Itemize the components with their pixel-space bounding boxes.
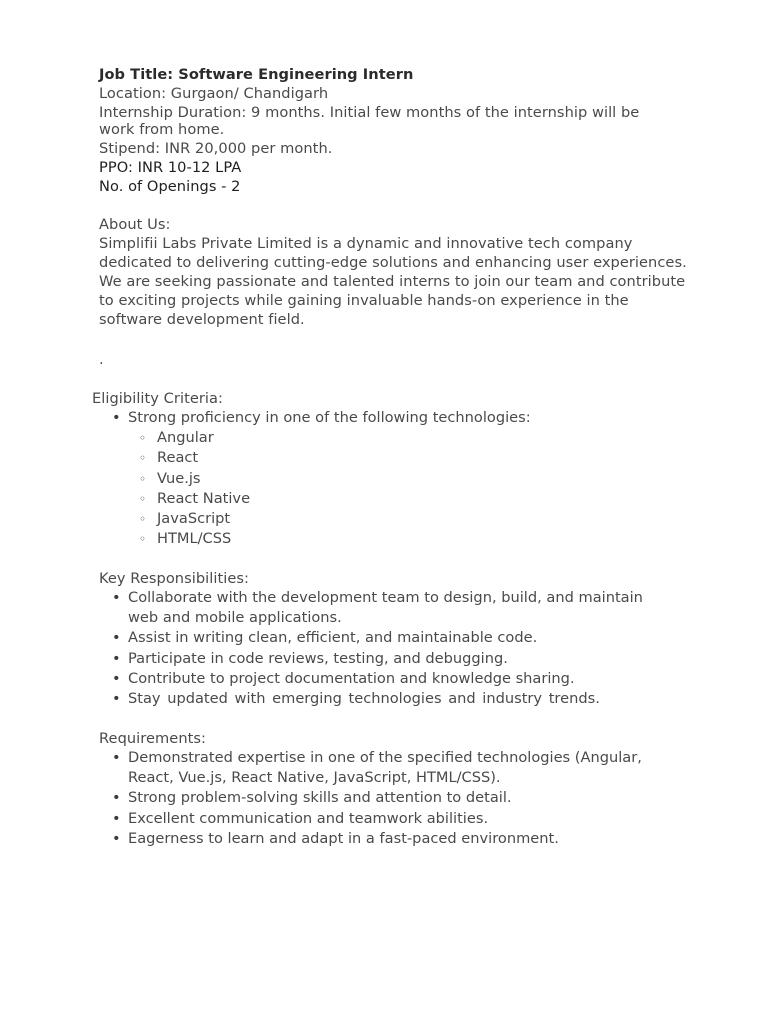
list-item	[0, 788, 642, 808]
technology-item: ◦ JavaScript	[0, 509, 250, 529]
list-item	[0, 748, 642, 788]
ppo-line: PPO: INR 10-12 LPA	[99, 159, 242, 176]
requirements-list	[0, 748, 642, 849]
technology-item: ◦ Angular	[0, 428, 250, 448]
list-item-line: • Collaborate with the development team to design, build, and maintain	[128, 589, 643, 606]
list-item-line: • Assist in writing clean, efficient, and maintainable code.	[128, 629, 538, 647]
list-item-line: web and mobile applications.	[128, 609, 342, 627]
list-item	[0, 588, 643, 628]
job-title: Job Title: Software Engineering Intern	[99, 66, 414, 83]
list-item	[0, 669, 643, 689]
duration-line-2: work from home.	[99, 121, 225, 138]
location-line: Location: Gurgaon/ Chandigarh	[99, 85, 329, 102]
responsibilities-heading: Key Responsibilities:	[99, 570, 250, 587]
about-line: to exciting projects while gaining invaluable hands-on experience in the	[99, 292, 629, 309]
list-item-line: • Stay updated with emerging technologies and industry trends.	[128, 690, 600, 708]
technology-item: ◦ React Native	[0, 489, 250, 509]
separator-dot: .	[99, 351, 104, 368]
duration-line-1: Internship Duration: 9 months. Initial few months of the internship will be	[99, 104, 640, 121]
list-item-line: • Participate in code reviews, testing, and debugging.	[128, 649, 508, 667]
about-line: dedicated to delivering cutting-edge solutions and enhancing user experiences.	[99, 254, 687, 271]
list-item: • Strong proficiency in one of the following technologies:	[0, 408, 531, 428]
list-item-line: React, Vue.js, React Native, JavaScript, HTML/CSS).	[128, 769, 501, 787]
list-item-line: • Eagerness to learn and adapt in a fast-paced environment.	[128, 829, 559, 847]
about-line: Simplifii Labs Private Limited is a dynamic and innovative tech company	[99, 235, 633, 252]
technology-item: ◦ HTML/CSS	[0, 529, 250, 549]
about-line: We are seeking passionate and talented interns to join our team and contribute	[99, 273, 686, 290]
technology-list	[0, 428, 250, 550]
eligibility-heading: Eligibility Criteria:	[92, 390, 223, 407]
eligibility-list	[0, 408, 531, 428]
list-item	[0, 689, 643, 709]
about-heading: About Us:	[99, 216, 171, 233]
technology-item: ◦ React	[0, 448, 250, 468]
list-item-line: • Strong problem-solving skills and attention to detail.	[128, 789, 512, 807]
technology-item: ◦ Vue.js	[0, 469, 250, 489]
requirements-heading: Requirements:	[99, 730, 207, 747]
openings-line: No. of Openings - 2	[99, 178, 241, 195]
list-item-line: • Contribute to project documentation and knowledge sharing.	[128, 669, 575, 687]
list-item-line: • Excellent communication and teamwork abilities.	[128, 809, 489, 827]
responsibilities-list	[0, 588, 643, 709]
list-item	[0, 809, 642, 829]
list-item	[0, 628, 643, 648]
list-item	[0, 829, 642, 849]
stipend-line: Stipend: INR 20,000 per month.	[99, 140, 333, 157]
list-item	[0, 649, 643, 669]
list-item-line: • Demonstrated expertise in one of the specified technologies (Angular,	[128, 749, 642, 766]
about-line: software development field.	[99, 311, 305, 328]
